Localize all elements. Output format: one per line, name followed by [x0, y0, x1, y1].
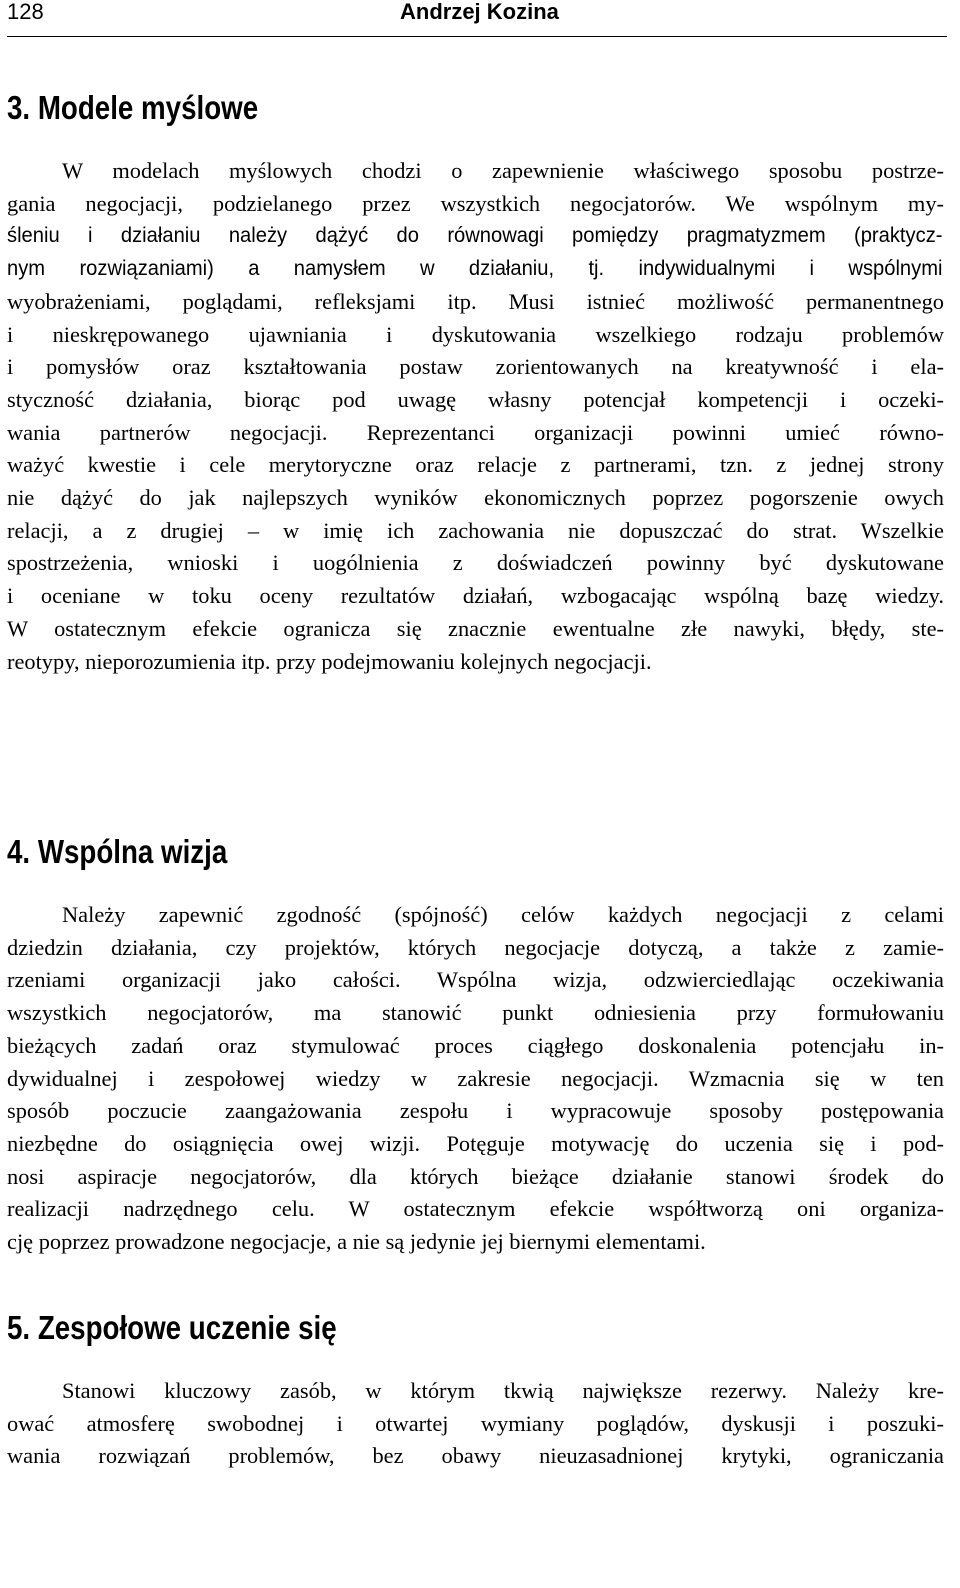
section-paragraph-mental-models	[7, 155, 944, 678]
text-line: Należy zapewnić zgodność (spójność) celów każdych negocjacji z celami	[62, 902, 944, 927]
text-line: śleniu i działaniu należy dążyć do równowagi pomiędzy pragmatyzmem (praktycz-	[7, 224, 943, 248]
page-number: 128	[7, 0, 44, 24]
text-line: gania negocjacji, podzielanego przez wszystkich negocjatorów. We wspólnym my-	[7, 190, 944, 216]
section-heading-team-learning: 5. Zespołowe uczenie się	[7, 1309, 337, 1346]
text-line: wyobrażeniami, poglądami, refleksjami itp. Musi istnieć możliwość permanentnego	[7, 288, 944, 314]
text-line: nie dążyć do jak najlepszych wyników ekonomicznych poprzez pogorszenie owych	[7, 485, 944, 511]
page-header	[7, 0, 947, 37]
text-line: niezbędne do osiągnięcia owej wizji. Potęguje motywację do uczenia się i pod-	[7, 1130, 944, 1156]
text-line: dziedzin działania, czy projektów, których negocjacje dotyczą, a także z zamie-	[7, 934, 944, 960]
text-line: W modelach myślowych chodzi o zapewnienie właściwego sposobu postrze-	[62, 158, 944, 183]
text-line: i pomysłów oraz kształtowania postaw zorientowanych na kreatywność i ela-	[7, 354, 944, 380]
text-line: styczność działania, biorąc pod uwagę własny potencjał kompetencji i oczeki-	[7, 386, 944, 412]
text-line: reotypy, nieporozumienia itp. przy podejmowaniu kolejnych negocjacji.	[7, 648, 652, 674]
text-line: realizacji nadrzędnego celu. W ostatecznym efekcie współtworzą oni organiza-	[7, 1196, 944, 1222]
text-line: relacji, a z drugiej – w imię ich zachowania nie dopuszczać do strat. Wszelkie	[7, 517, 944, 543]
text-line: i nieskrępowanego ujawniania i dyskutowania wszelkiego rodzaju problemów	[7, 321, 944, 347]
text-line: nosi aspiracje negocjatorów, dla których bieżące działanie stanowi środek do	[7, 1163, 944, 1189]
section-heading-mental-models: 3. Modele myślowe	[7, 89, 259, 126]
section-heading-shared-vision: 4. Wspólna wizja	[7, 833, 228, 870]
running-head-author: Andrzej Kozina	[400, 0, 559, 24]
text-line: cję poprzez prowadzone negocjacje, a nie są jedynie jej biernymi elementami.	[7, 1229, 706, 1255]
section-paragraph-shared-vision	[7, 899, 944, 1259]
text-line: ować atmosferę swobodnej i otwartej wymiany poglądów, dyskusji i poszuki-	[7, 1410, 944, 1436]
section-paragraph-team-learning	[7, 1375, 944, 1473]
text-line: wania partnerów negocjacji. Reprezentanci organizacji powinni umieć równo-	[7, 419, 944, 445]
text-line: bieżących zadań oraz stymulować proces ciągłego doskonalenia potencjału in-	[7, 1032, 944, 1058]
text-line: W ostatecznym efekcie ogranicza się znacznie ewentualne złe nawyki, błędy, ste-	[7, 615, 944, 641]
text-line: spostrzeżenia, wnioski i uogólnienia z doświadczeń powinny być dyskutowane	[7, 550, 944, 576]
text-line: nym rozwiązaniami) a namysłem w działaniu, tj. indywidualnymi i wspólnymi	[7, 257, 943, 281]
text-line: wania rozwiązań problemów, bez obawy nieuzasadnionej krytyki, ograniczania	[7, 1443, 944, 1469]
text-line: i oceniane w toku oceny rezultatów działań, wzbogacając wspólną bazę wiedzy.	[7, 583, 944, 609]
text-line: rzeniami organizacji jako całości. Wspólna wizja, odzwierciedlając oczekiwania	[7, 967, 944, 993]
text-line: Stanowi kluczowy zasób, w którym tkwią największe rezerwy. Należy kre-	[62, 1378, 944, 1403]
text-line: ważyć kwestie i cele merytoryczne oraz relacje z partnerami, tzn. z jednej strony	[7, 452, 944, 478]
text-line: wszystkich negocjatorów, ma stanowić punkt odniesienia przy formułowaniu	[7, 1000, 944, 1026]
text-line: dywidualnej i zespołowej wiedzy w zakresie negocjacji. Wzmacnia się w ten	[7, 1065, 944, 1091]
text-line: sposób poczucie zaangażowania zespołu i wypracowuje sposoby postępowania	[7, 1098, 944, 1124]
